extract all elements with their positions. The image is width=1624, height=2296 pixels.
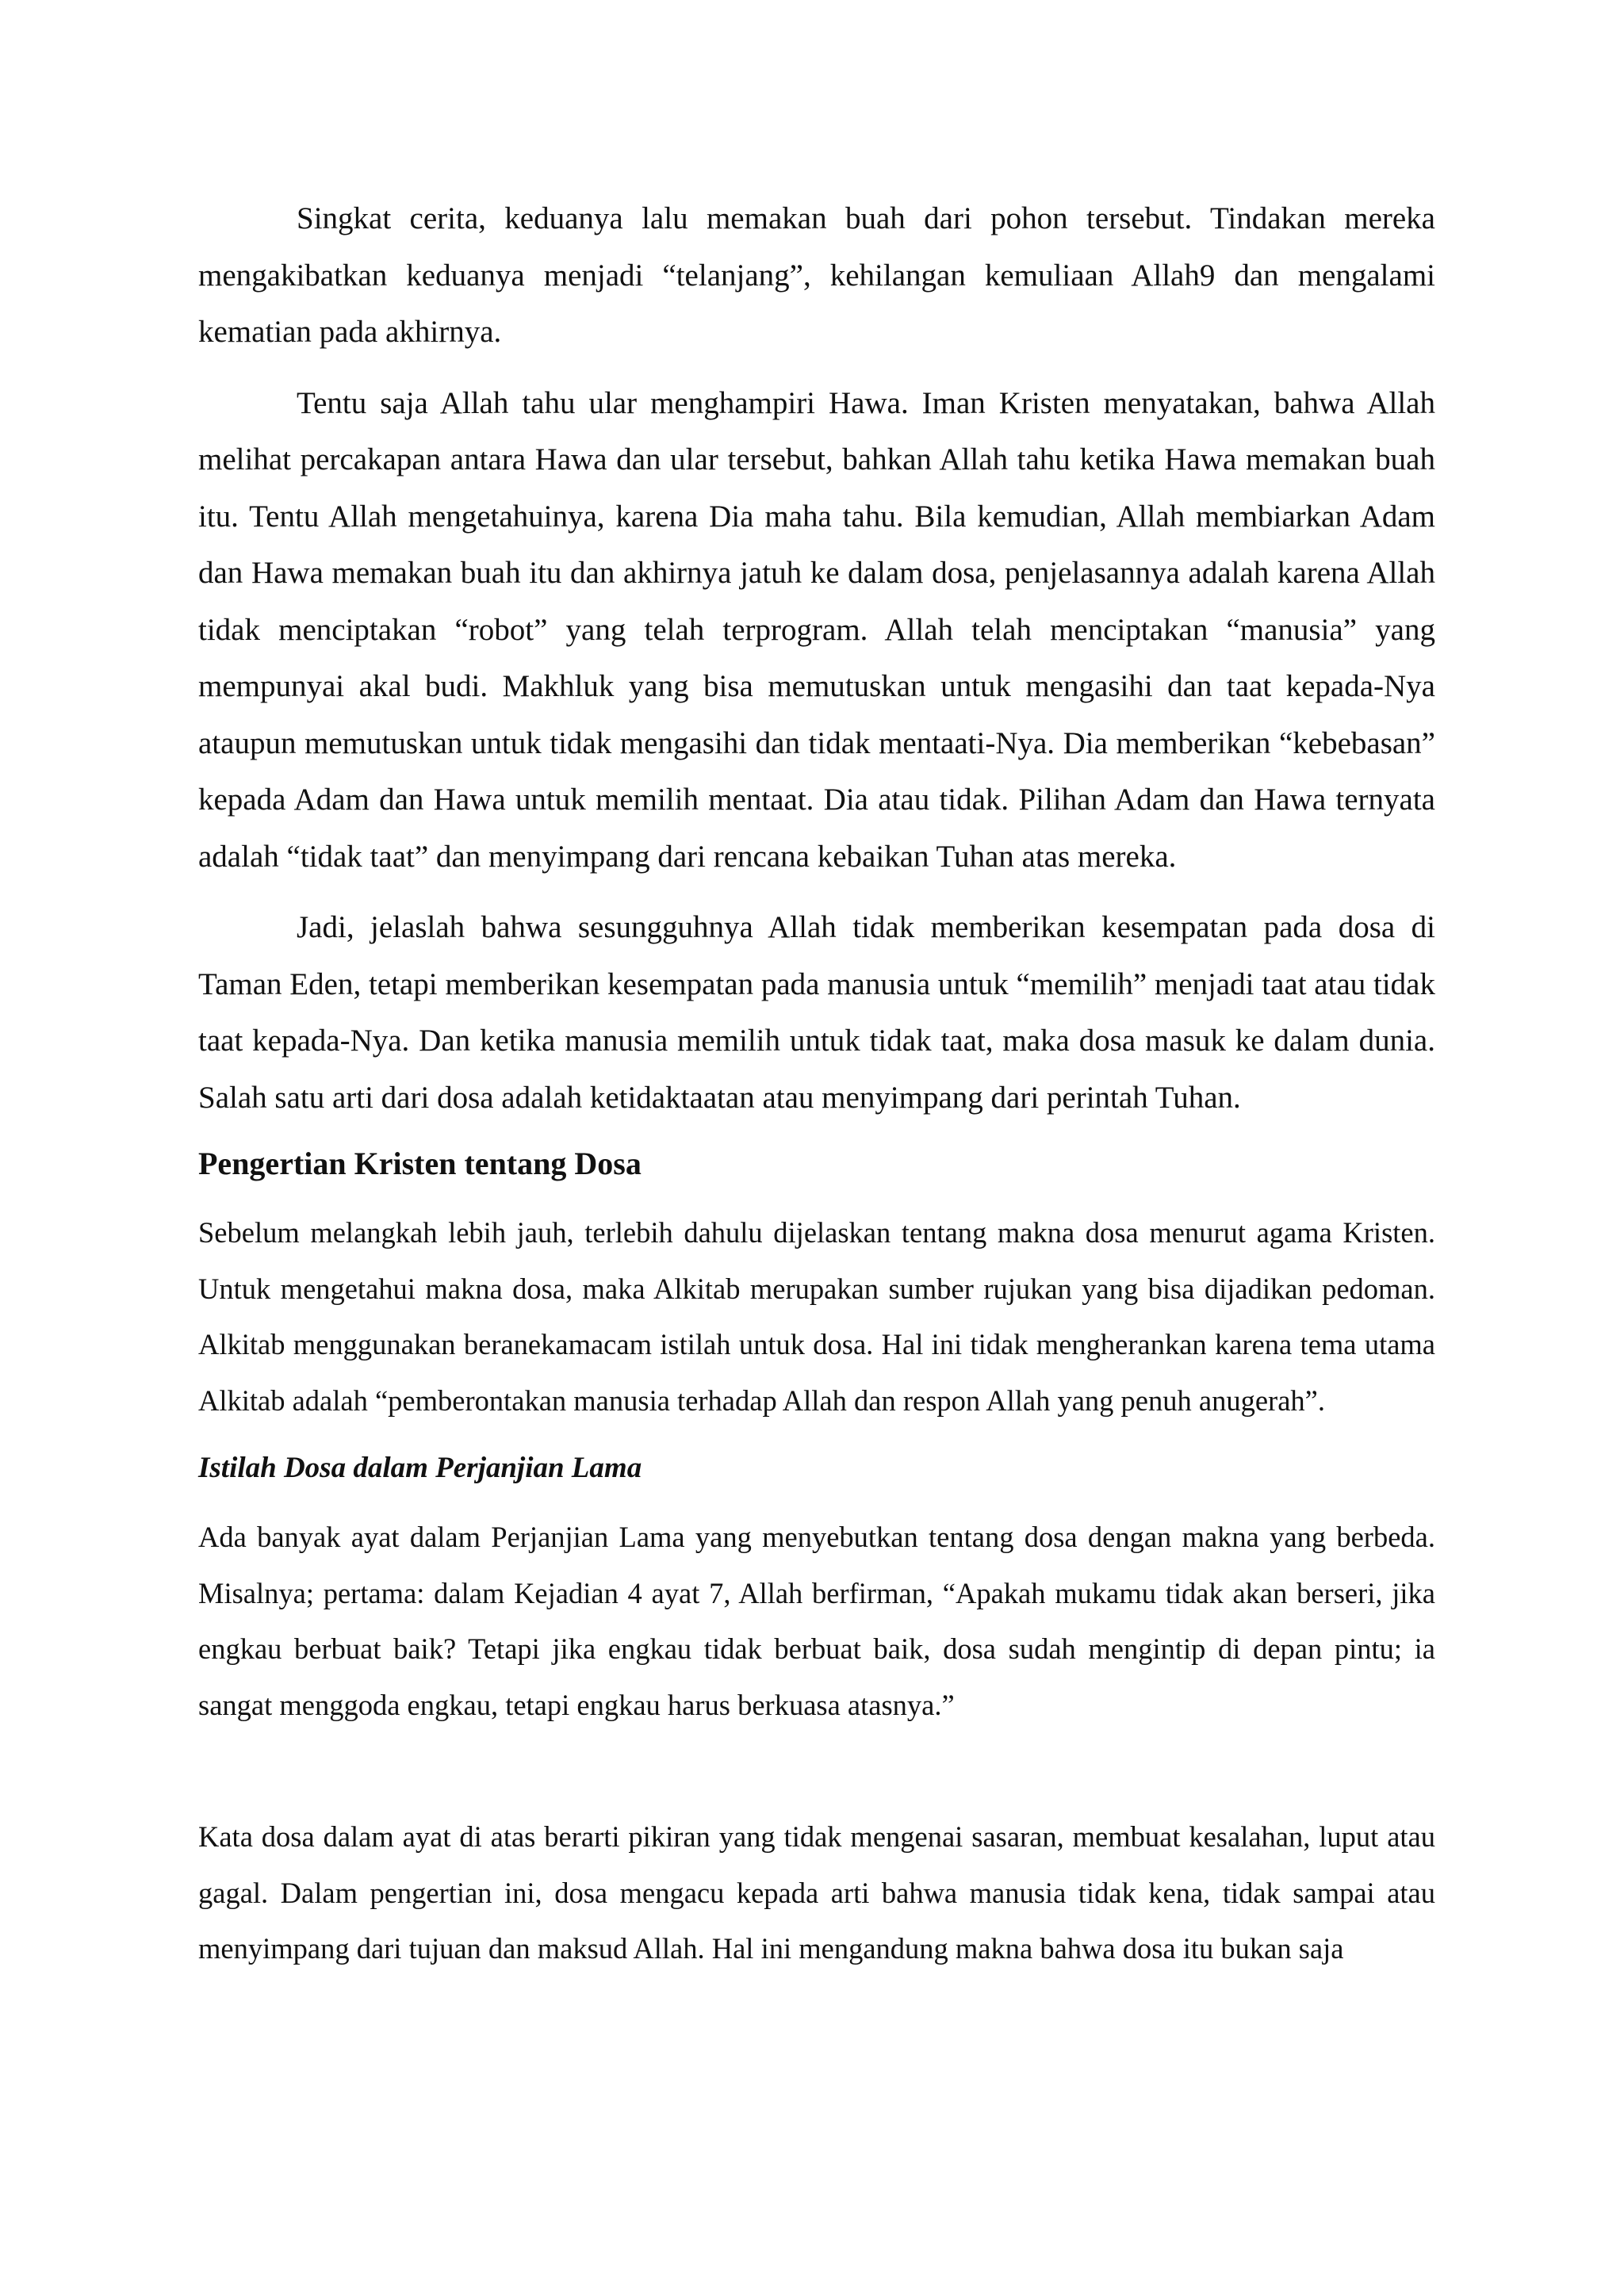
blank-spacer	[198, 1749, 1435, 1809]
paragraph-meaning: Kata dosa dalam ayat di atas berarti pikiran yang tidak mengenai sasaran, membuat kesalahan, luput atau gagal. Dalam pengertian ini, dosa mengacu kepada arti bahwa manusia tidak kena, tidak sampai atau menyimpang dari tujuan dan maksud Allah. Hal ini mengandung makna bahwa dosa itu bukan saja	[198, 1820, 1435, 1965]
section-subheading: Istilah Dosa dalam Perjanjian Lama	[198, 1452, 642, 1484]
document-body	[198, 190, 1435, 1993]
paragraph-old-testament: Ada banyak ayat dalam Perjanjian Lama yang menyebutkan tentang dosa dengan makna yang berbeda. Misalnya; pertama: dalam Kejadian 4 ayat 7, Allah berfirman, “Apakah mukamu tidak akan berseri, jika engkau berbuat baik? Tetapi jika engkau tidak berbuat baik, dosa sudah mengintip di depan pintu; ia sangat menggoda engkau, tetapi engkau harus berkuasa atasnya.”	[198, 1521, 1435, 1721]
section-heading: Pengertian Kristen tentang Dosa	[198, 1146, 642, 1181]
paragraph-definition: Sebelum melangkah lebih jauh, terlebih dahulu dijelaskan tentang makna dosa menurut agama Kristen. Untuk mengetahui makna dosa, maka Alkitab merupakan sumber rujukan yang bisa dijadikan pedoman. Alkitab menggunakan beranekamacam istilah untuk dosa. Hal ini tidak mengherankan karena tema utama Alkitab adalah “pemberontakan manusia terhadap Allah dan respon Allah yang penuh anugerah”.	[198, 1216, 1435, 1417]
paragraph-story-ending: Singkat cerita, keduanya lalu memakan buah dari pohon tersebut. Tindakan mereka mengakibatkan keduanya menjadi “telanjang”, kehilangan kemuliaan Allah9 dan mengalami kematian pada akhirnya.	[198, 201, 1435, 349]
paragraph-god-knows: Tentu saja Allah tahu ular menghampiri Hawa. Iman Kristen menyatakan, bahwa Allah melihat percakapan antara Hawa dan ular tersebut, bahkan Allah tahu ketika Hawa memakan buah itu. Tentu Allah mengetahuinya, karena Dia maha tahu. Bila kemudian, Allah membiarkan Adam dan Hawa memakan buah itu dan akhirnya jatuh ke dalam dosa, penjelasannya adalah karena Allah tidak menciptakan “robot” yang telah terprogram. Allah telah menciptakan “manusia” yang mempunyai akal budi. Makhluk yang bisa memutuskan untuk mengasihi dan taat kepada-Nya ataupun memutuskan untuk tidak mengasihi dan tidak mentaati-Nya. Dia memberikan “kebebasan” kepada Adam dan Hawa untuk memilih mentaat. Dia atau tidak. Pilihan Adam dan Hawa ternyata adalah “tidak taat” dan menyimpang dari rencana kebaikan Tuhan atas mereka.	[198, 385, 1435, 874]
paragraph-conclusion: Jadi, jelaslah bahwa sesungguhnya Allah tidak memberikan kesempatan pada dosa di Taman Eden, tetapi memberikan kesempatan pada manusia untuk “memilih” menjadi taat atau tidak taat kepada-Nya. Dan ketika manusia memilih untuk tidak taat, maka dosa masuk ke dalam dunia. Salah satu arti dari dosa adalah ketidaktaatan atau menyimpang dari perintah Tuhan.	[198, 910, 1435, 1115]
